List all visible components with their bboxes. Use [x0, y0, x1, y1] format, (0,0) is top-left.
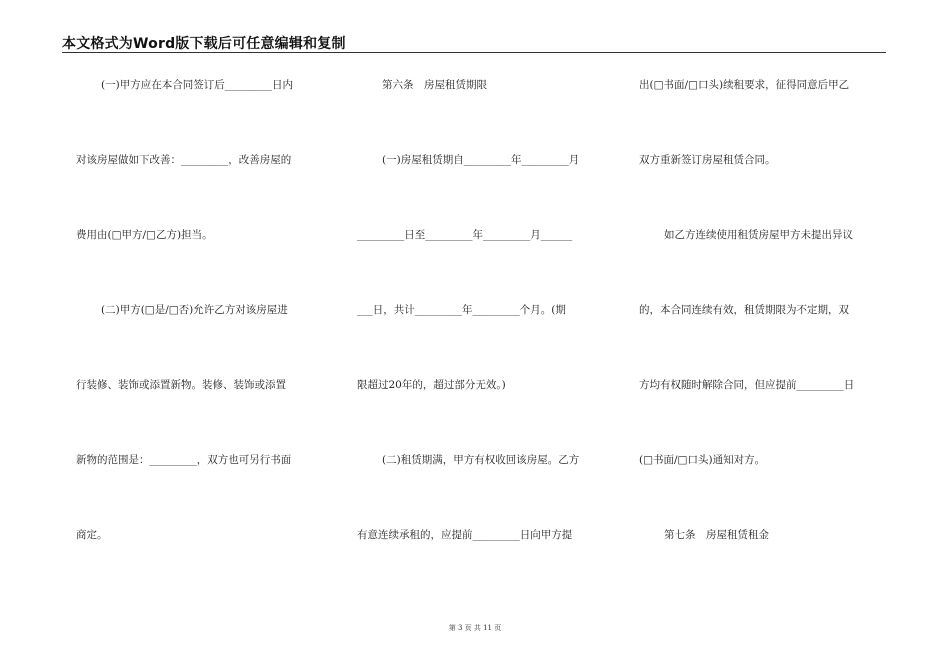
paragraph-line: (一)甲方应在本合同签订后_________日内: [101, 79, 293, 91]
paragraph-line: 的，本合同连续有效，租赁期限为不定期，双: [639, 304, 849, 316]
paragraph-line: (二)甲方(□是/□否)允许乙方对该房屋进: [101, 304, 288, 316]
document-header-title: 本文格式为Word版下载后可任意编辑和复制: [62, 36, 346, 52]
paragraph-line: (一)房屋租赁期自_________年_________月: [382, 154, 580, 166]
text-column-2: [357, 0, 607, 620]
paragraph-line: 行装修、装饰或添置新物。装修、装饰或添置: [76, 379, 286, 391]
paragraph-line: 新物的范围是：_________，双方也可另行书面: [76, 454, 292, 466]
paragraph-line: ___日，共计_________年_________个月。(期: [357, 304, 566, 316]
paragraph-line: 出(□书面/□口头)续租要求，征得同意后甲乙: [639, 79, 850, 91]
text-column-3: [639, 0, 889, 620]
paragraph-line: (□书面/□口头)通知对方。: [639, 454, 766, 466]
paragraph-line: 商定。: [76, 529, 108, 541]
paragraph-line: 方均有权随时解除合同，但应提前_________日: [639, 379, 855, 391]
paragraph-line: 如乙方连续使用租赁房屋甲方未提出异议: [664, 229, 853, 241]
paragraph-line: 对该房屋做如下改善：_________，改善房屋的: [76, 154, 292, 166]
paragraph-line: (二)租赁期满，甲方有权收回该房屋。乙方: [382, 454, 580, 466]
text-column-1: [76, 0, 326, 620]
paragraph-line: 限超过20年的，超过部分无效。): [357, 379, 506, 391]
paragraph-line: 费用由(□甲方/□乙方)担当。: [76, 229, 213, 241]
section-heading: 第六条 房屋租赁期限: [382, 79, 487, 91]
paragraph-line: _________日至_________年_________月______: [357, 229, 573, 241]
paragraph-line: 双方重新签订房屋租赁合同。: [639, 154, 776, 166]
paragraph-line: 有意连续承租的，应提前_________日向甲方提: [357, 529, 573, 541]
page-number: 第 3 页 共 11 页: [448, 624, 502, 632]
section-heading: 第七条 房屋租赁租金: [664, 529, 769, 541]
